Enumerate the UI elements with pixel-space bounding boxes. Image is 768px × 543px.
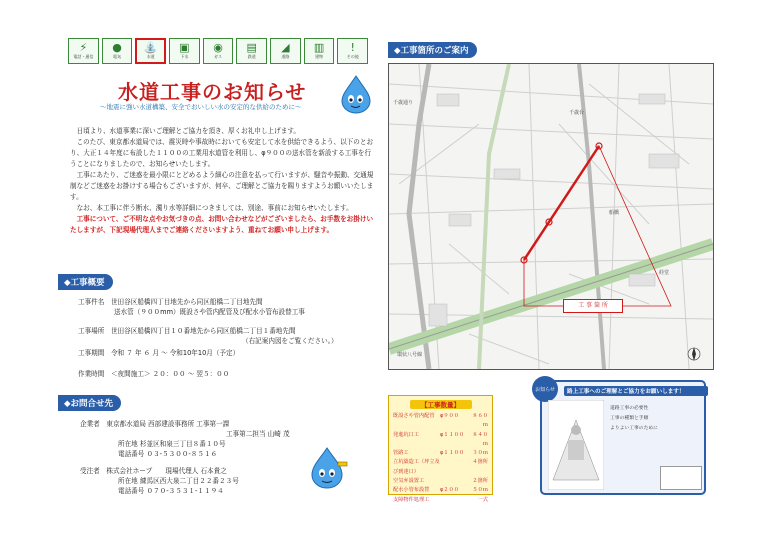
icon-glyph: ▣ (179, 41, 190, 54)
map-label-road: 環状八号線 (397, 352, 423, 358)
faucet-icon (135, 38, 166, 64)
work-place-value: 世田谷区船橋四丁目１０番地先から同区船橋二丁目１番地先間 (110, 327, 296, 335)
map-label-place: 経堂 (659, 270, 670, 276)
work-name-value: 世田谷区船橋四丁目地先から同区船橋二丁目地先間 (110, 298, 263, 306)
quantity-size (440, 458, 470, 477)
quantity-value: 一式 (477, 496, 488, 503)
quantity-size: φ９００ (440, 413, 459, 419)
construction-site-map (388, 63, 714, 370)
work-hours-value: ＜夜間施工＞ ２０：００ ～ 翌５：００ (110, 370, 230, 378)
icon-glyph: ▥ (313, 41, 325, 54)
gas-icon (203, 38, 234, 64)
water-drop-mascot-icon (338, 74, 374, 114)
notice-line: 工事の種類と手順 (610, 416, 649, 421)
quantity-row (389, 412, 492, 431)
icon-label: ガス (214, 54, 223, 59)
quantity-value: ５０ｍ (472, 487, 488, 494)
notice-line: 道路工事の必要性 (610, 406, 649, 411)
quantity-name: 立坑築造工（坪立及び到達口） (393, 459, 440, 475)
icon-label: 道路 (281, 54, 290, 59)
quantity-value: ２箇所 (472, 478, 488, 485)
road-icon (270, 38, 301, 64)
intro-paragraph: なお、本工事に伴う断水、濁り水等詳細につきましては、別途、事前にお知らせいたします。 (76, 204, 353, 212)
contractor-phone: 電話番号 ０７０-３５３１-１１９４ (118, 487, 224, 495)
quantity-row (389, 431, 492, 450)
warning-icon (337, 38, 368, 64)
icon-glyph: ◉ (213, 41, 223, 54)
contractor-address: 所在地 練馬区西大泉二丁目２２番２３号 (118, 477, 239, 485)
notice-lines (610, 404, 702, 434)
contractor-row (80, 466, 227, 476)
page-subtitle: ～地震に強い水道構築、安全でおいしい水の安定的な供給のために～ (100, 103, 302, 111)
work-name-row (78, 297, 263, 307)
quantity-name: 配水小管布設替 (393, 487, 430, 494)
quantity-name: 既設さや管内配管 (393, 413, 435, 419)
map-label-place: 船橋 (609, 210, 620, 216)
quantity-size: φ１１００ (440, 450, 465, 457)
quantity-row (389, 458, 492, 477)
contact-heading: ◆お問合せ先 (58, 395, 121, 411)
electric-gas-icon (68, 38, 99, 64)
client-person: 工事第二担当 山崎 茂 (226, 430, 290, 438)
icon-glyph: ! (350, 41, 355, 54)
work-hours-row (78, 369, 229, 379)
quantity-box (388, 395, 493, 503)
work-period-label: 工事期間 (78, 349, 105, 357)
quantity-row (389, 496, 492, 505)
quantity-value: ３０ｍ (472, 450, 488, 457)
notice-heading: 路上工事へのご理解とご協力をお願いします！ (564, 386, 708, 396)
quantity-name: 支障物件処理工 (393, 496, 430, 503)
icon-label: 水道 (146, 54, 155, 59)
contact-request-notice: 工事について、ご不明な点やお気づきの点、お問い合わせなどがございましたら、お手数をお掛けいたしますが、下記現場代理人までご連絡くださいますよう、重ねてお願い申し上げます。 (70, 215, 374, 234)
quantity-value: ８４０ｍ (472, 431, 488, 447)
work-period-value: 令和 ７ 年 ６ 月 ～ 令和10年10月（予定） (110, 349, 240, 357)
icon-glyph: ◢ (281, 41, 290, 54)
client-address: 所在地 杉並区和泉三丁目８番１０号 (118, 440, 226, 448)
work-place-note: （右記案内図をご覧ください。） (242, 337, 338, 345)
quantity-value: ８６０ｍ (472, 413, 488, 429)
quantity-row (389, 477, 492, 486)
quantity-row (389, 486, 492, 495)
street-map (389, 64, 713, 369)
quantity-name: 管路工 (393, 450, 409, 457)
icon-label: 鉄道 (247, 54, 256, 59)
icon-glyph: ⚡ (79, 41, 88, 54)
notice-badge: お知らせ (532, 376, 558, 402)
map-label-place: 千歳台 (569, 110, 585, 116)
work-place-row (78, 326, 296, 336)
work-place-label: 工事場所 (78, 327, 105, 335)
intro-paragraph: このたび、東京都水道局では、震災時や事故時においても安定して水を供給できるよう、以下のとおり、大正１４年度に布設した１１００の工業用水道管を利用し、φ９００の送水管を新設する工事を行うことになりましたので、お知らせいたします。 (70, 138, 374, 168)
train-icon (236, 38, 267, 64)
work-hours-label: 作業時間 (78, 370, 105, 378)
building-icon (304, 38, 335, 64)
intro-text (70, 126, 375, 236)
contractor-label: 受注者 (80, 467, 100, 475)
category-icon-strip (68, 38, 368, 64)
icon-label: その他 (346, 54, 359, 59)
quantity-value: ４箇所 (472, 459, 488, 466)
icon-glyph: ● (112, 41, 122, 54)
sewer-icon (169, 38, 200, 64)
water-drop-mascot-icon (306, 444, 348, 492)
intro-paragraph: 日頃より、水道事業に深いご理解とご協力を頂き、厚くお礼申し上げます。 (76, 127, 300, 135)
quantity-row (389, 449, 492, 458)
notice-line: よりよい工事のために (610, 426, 658, 431)
contractor-value: 株式会社ホープ 現場代理人 石本貴之 (106, 467, 227, 475)
icon-glyph: ▤ (246, 41, 257, 54)
overview-heading: ◆工事概要 (58, 274, 113, 290)
icon-label: 電話・通信 (73, 54, 94, 59)
icon-label: 電気 (113, 54, 121, 59)
road-work-notice-panel (535, 380, 706, 495)
intro-paragraph: 工事にあたり、ご迷惑を最小限にとどめるよう細心の注意を払って行いますが、騒音や振動、交通規制などご迷惑をお掛けする場合もございますが、何卒、ご理解とご協力を賜りますようお願いいたします。 (70, 171, 374, 201)
road-work-illustration-icon (548, 400, 604, 490)
map-label-road: 千歳通り (393, 100, 414, 106)
quantity-title: 【工事数量】 (410, 400, 472, 409)
quantity-name: 発進坑口工 (393, 431, 419, 438)
quantity-size (440, 496, 470, 505)
quantity-size: φ１１００ (440, 431, 465, 438)
client-phone: 電話番号 ０３-５３００-８５１６ (118, 450, 218, 458)
quantity-name: 空気弁設置工 (393, 478, 425, 485)
quantity-size (440, 477, 470, 486)
map-heading: ◆工事箇所のご案内 (388, 42, 477, 58)
icon-glyph: ⛲ (143, 41, 158, 54)
client-row (80, 419, 229, 429)
work-name-label: 工事件名 (78, 298, 105, 306)
client-value: 東京都水道局 西部建設事務所 工事第一課 (106, 420, 230, 428)
client-label: 企業者 (80, 420, 100, 428)
work-period-row (78, 348, 239, 358)
notice-qr-box (660, 466, 702, 490)
icon-label: 下水 (180, 54, 189, 59)
work-name-value-2: 送水管（９００mm）既設さや管内配管及び配水小管布設替工事 (114, 308, 305, 316)
quantity-size: φ２００ (440, 487, 459, 494)
bulb-icon (102, 38, 133, 64)
icon-label: 建物 (315, 54, 324, 59)
site-label: 工 事 箇 所 (563, 299, 623, 313)
page-title: 水道工事のお知らせ (118, 80, 307, 104)
